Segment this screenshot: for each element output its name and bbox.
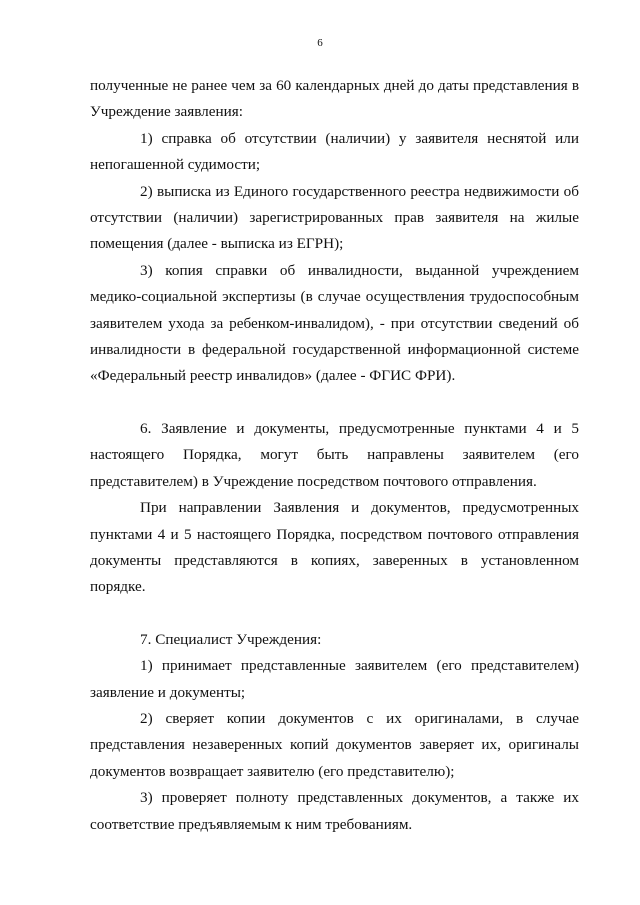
list-item-verifies-copies: 2) сверяет копии документов с их оригиналами, в случае представления незаверенных копий документов заверяет их, оригиналы документов возвращает заявителю (его представителю); — [90, 709, 579, 780]
list-item-egrn-extract: 2) выписка из Единого государственного реестра недвижимости об отсутствии (наличии) зарегистрированных прав заявителя на жилые помещения (далее - выписка из ЕГРН); — [90, 182, 579, 253]
list-item-certificate-criminal-record: 1) справка об отсутствии (наличии) у заявителя неснятой или непогашенной судимости; — [90, 129, 579, 174]
list-item-checks-completeness: 3) проверяет полноту представленных документов, а также их соответствие предъявляемым к ним требованиям. — [90, 789, 579, 833]
page-number: 6 — [317, 37, 323, 49]
list-item-accepts-documents: 1) принимает представленные заявителем (его представителем) заявление и документы; — [90, 657, 579, 701]
paragraph-postal-submission: При направлении Заявления и документов, предусмотренных пунктами 4 и 5 настоящего Порядка, посредством почтового отправления документы представляются в копиях, заверенных в установленном порядке. — [90, 499, 579, 596]
paragraph-section-6: 6. Заявление и документы, предусмотренные пунктами 4 и 5 настоящего Порядка, могут быть направлены заявителем (его представителем) в Учреждение посредством почтового отправления. — [90, 419, 579, 490]
paragraph-section-7: 7. Специалист Учреждения: — [140, 630, 322, 648]
document-body — [90, 73, 579, 838]
paragraph-continuation: полученные не ранее чем за 60 календарных дней до даты представления в Учреждение заявления: — [90, 77, 579, 121]
list-item-disability-certificate: 3) копия справки об инвалидности, выданной учреждением медико-социальной экспертизы (в случае осуществления трудоспособным заявителем ухода за ребенком-инвалидом), - при отсутствии сведений об инвалидности в федеральной государственной информационной системе «Федеральный реестр инвалидов» (далее - ФГИС ФРИ). — [90, 261, 579, 385]
